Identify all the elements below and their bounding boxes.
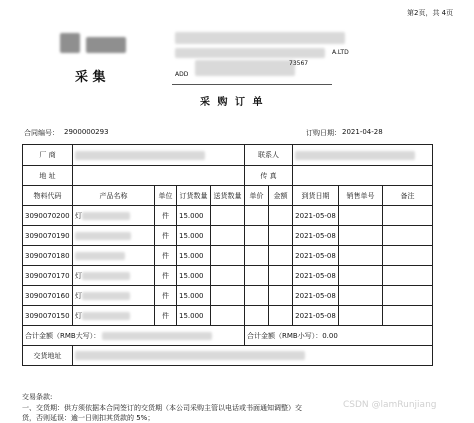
delivery-qty — [211, 266, 245, 286]
delivery-qty — [211, 206, 245, 226]
sales-no — [339, 306, 383, 326]
col-order-qty: 订货数量 — [177, 186, 211, 206]
unit-price — [245, 306, 269, 326]
sales-no — [339, 286, 383, 306]
col-delivery-qty: 送货数量 — [211, 186, 245, 206]
col-sales-no: 销售单号 — [339, 186, 383, 206]
order-qty: 15.000 — [177, 246, 211, 266]
amount — [269, 306, 293, 326]
factory-value — [73, 145, 245, 166]
arrival-date: 2021-05-08 — [293, 286, 339, 306]
delivery-qty — [211, 286, 245, 306]
order-date-label: 订购日期： — [306, 129, 341, 137]
company-name-blur — [175, 32, 345, 44]
address-blur — [195, 60, 295, 76]
factory-label: 厂 商 — [23, 145, 73, 166]
material-code: 3090070180 — [23, 246, 73, 266]
table-row — [23, 286, 433, 306]
unit-price — [245, 286, 269, 306]
arrival-date: 2021-05-08 — [293, 306, 339, 326]
remark — [383, 206, 433, 226]
unit-price — [245, 246, 269, 266]
logo-text-blur — [86, 37, 126, 53]
unit: 件 — [155, 246, 177, 266]
material-code: 3090070190 — [23, 226, 73, 246]
amount — [269, 266, 293, 286]
company-en-blur — [175, 48, 325, 58]
terms-title: 交易条款: — [22, 393, 53, 401]
table-row — [23, 226, 433, 246]
sales-no — [339, 246, 383, 266]
product-name: 灯 — [73, 266, 155, 286]
delivery-qty — [211, 226, 245, 246]
header-rule — [172, 84, 332, 85]
company-en-fragment: A.LTD — [332, 49, 349, 56]
address-fragment: 73567 — [289, 60, 309, 67]
unit: 件 — [155, 286, 177, 306]
remark — [383, 306, 433, 326]
unit-price — [245, 206, 269, 226]
amount — [269, 226, 293, 246]
table-row — [23, 306, 433, 326]
terms-section — [0, 360, 474, 421]
order-qty: 15.000 — [177, 226, 211, 246]
order-qty: 15.000 — [177, 266, 211, 286]
contract-label: 合同编号： — [24, 129, 59, 137]
company-short-name: 采 集 — [75, 70, 106, 85]
remark — [383, 246, 433, 266]
logo-mark — [60, 33, 80, 53]
col-arrival-date: 到货日期 — [293, 186, 339, 206]
page-title: 采 购 订 单 — [200, 97, 265, 108]
page-indicator: 第2页，共 4页 — [407, 9, 454, 17]
delivery-label: 交货地址 — [23, 346, 73, 366]
order-qty: 15.000 — [177, 206, 211, 226]
unit: 件 — [155, 226, 177, 246]
arrival-date: 2021-05-08 — [293, 206, 339, 226]
material-code: 3090070160 — [23, 286, 73, 306]
term-1: 一、交货期：供方须依据本合同签订的交货期（本公司采购主管以电话或书面通知调整）交 — [22, 404, 302, 412]
col-product-name: 产品名称 — [73, 186, 155, 206]
unit: 件 — [155, 206, 177, 226]
arrival-date: 2021-05-08 — [293, 246, 339, 266]
remark — [383, 286, 433, 306]
factory-row — [23, 145, 433, 166]
col-material-code: 物料代码 — [23, 186, 73, 206]
table-row — [23, 246, 433, 266]
sales-no — [339, 226, 383, 246]
col-amount: 金额 — [269, 186, 293, 206]
total-lower: 合计金额（RMB小写）：0.00 — [245, 326, 433, 346]
unit: 件 — [155, 266, 177, 286]
amount — [269, 246, 293, 266]
unit: 件 — [155, 306, 177, 326]
delivery-qty — [211, 246, 245, 266]
arrival-date: 2021-05-08 — [293, 226, 339, 246]
product-name — [73, 246, 155, 266]
material-code: 3090070150 — [23, 306, 73, 326]
order-qty: 15.000 — [177, 306, 211, 326]
table-header-row — [23, 186, 433, 206]
address-label: 地 址 — [23, 166, 73, 186]
table-row — [23, 266, 433, 286]
address-value — [73, 166, 245, 186]
sales-no — [339, 266, 383, 286]
table-row — [23, 206, 433, 226]
fax-label: 传 真 — [245, 166, 293, 186]
contract-number: 2900000293 — [64, 128, 109, 136]
unit-price — [245, 266, 269, 286]
col-remark: 备注 — [383, 186, 433, 206]
arrival-date: 2021-05-08 — [293, 266, 339, 286]
product-name: 灯 — [73, 306, 155, 326]
product-name — [73, 226, 155, 246]
order-qty: 15.000 — [177, 286, 211, 306]
total-row — [23, 326, 433, 346]
remark — [383, 266, 433, 286]
delivery-qty — [211, 306, 245, 326]
remark — [383, 226, 433, 246]
sales-no — [339, 206, 383, 226]
unit-price — [245, 226, 269, 246]
order-date: 2021-04-28 — [342, 128, 383, 136]
material-code: 3090070170 — [23, 266, 73, 286]
col-unit: 单位 — [155, 186, 177, 206]
watermark: CSDN @lamRunjiang — [343, 400, 437, 410]
fax-value — [293, 166, 433, 186]
term-2: 货，否则延误：逾一日则扣其货款的 5%； — [22, 414, 155, 422]
address-prefix: ADD — [175, 71, 189, 78]
contact-label: 联系人 — [245, 145, 293, 166]
material-code: 3090070200 — [23, 206, 73, 226]
contact-value — [293, 145, 433, 166]
product-name: 灯 — [73, 206, 155, 226]
amount — [269, 286, 293, 306]
address-row — [23, 166, 433, 186]
product-name: 灯 — [73, 286, 155, 306]
col-unit-price: 单价 — [245, 186, 269, 206]
total-upper: 合计金额（RMB大写）： — [23, 326, 245, 346]
amount — [269, 206, 293, 226]
order-table — [22, 144, 433, 366]
